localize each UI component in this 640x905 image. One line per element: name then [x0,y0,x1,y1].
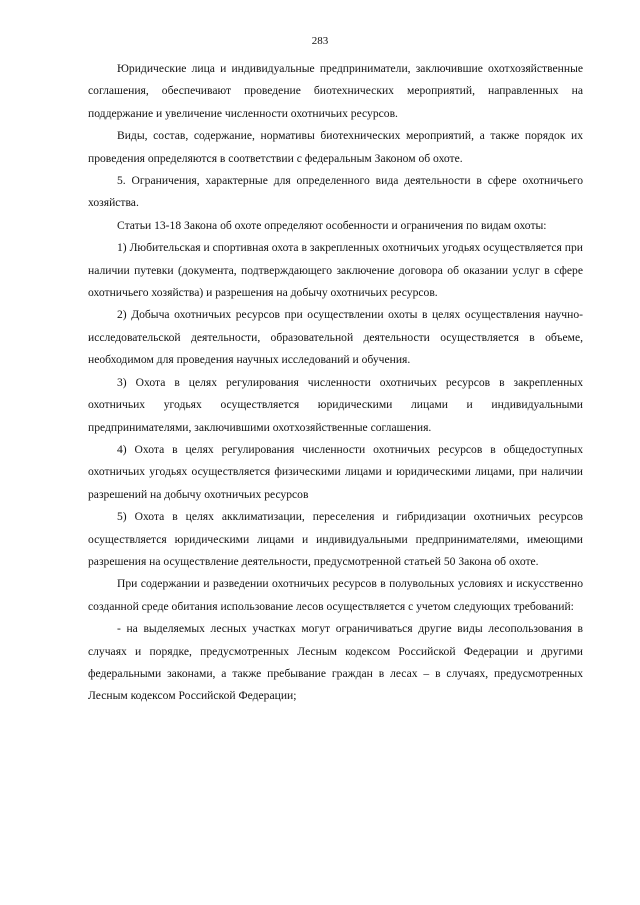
page-content [88,58,583,708]
paragraph: 5. Ограничения, характерные для определенного вида деятельности в сфере охотничьего хозяйства. [88,174,583,210]
paragraph: Статьи 13-18 Закона об охоте определяют особенности и ограничения по видам охоты: [117,218,547,232]
paragraph: Юридические лица и индивидуальные предприниматели, заключившие охотхозяйственные соглашения, обеспечивают проведение биотехнических мероприятий, направленных на поддержание и увеличение численности охотничьих ресурсов. [88,62,583,120]
paragraph: - на выделяемых лесных участках могут ограничиваться другие виды лесопользования в случаях и порядке, предусмотренных Лесным кодексом Российской Федерации и другими федеральными законами, а также пребывание граждан в лесах – в случаях, предусмотренных Лесным кодексом Российской Федерации; [88,622,583,703]
paragraph: 2) Добыча охотничьих ресурсов при осуществлении охоты в целях осуществления научно-исследовательской деятельности, образовательной деятельности осуществляется в объеме, необходимом для проведения научных исследований и обучения. [88,308,583,367]
paragraph: 4) Охота в целях регулирования численности охотничьих ресурсов в общедоступных охотничьих угодьях осуществляется физическими лицами и юридическими лицами, при наличии разрешений на добычу охотничьих ресурсов [88,442,583,501]
paragraph: При содержании и разведении охотничьих ресурсов в полувольных условиях и искусственно созданной среде обитания использование лесов осуществляется с учетом следующих требований: [88,577,583,613]
paragraph: 3) Охота в целях регулирования численности охотничьих ресурсов в закрепленных охотничьих угодьях осуществляется юридическими лицами и индивидуальными предпринимателями, заключившими охотхозяйственные соглашения. [88,375,583,434]
paragraph: Виды, состав, содержание, нормативы биотехнических мероприятий, а также порядок их проведения определяются в соответствии с федеральным Законом об охоте. [88,129,583,165]
paragraph: 5) Охота в целях акклиматизации, переселения и гибридизации охотничьих ресурсов осуществляется юридическими лицами и индивидуальными предпринимателями, имеющими разрешения на осуществление деятельности, предусмотренной статьей 50 Закона об охоте. [88,510,583,568]
paragraph: 1) Любительская и спортивная охота в закрепленных охотничьих угодьях осуществляется при наличии путевки (документа, подтверждающего заключение договора об оказании услуг в сфере охотничьего хозяйства) и разрешения на добычу охотничьих ресурсов. [88,241,583,300]
page-number: 283 [311,35,329,47]
